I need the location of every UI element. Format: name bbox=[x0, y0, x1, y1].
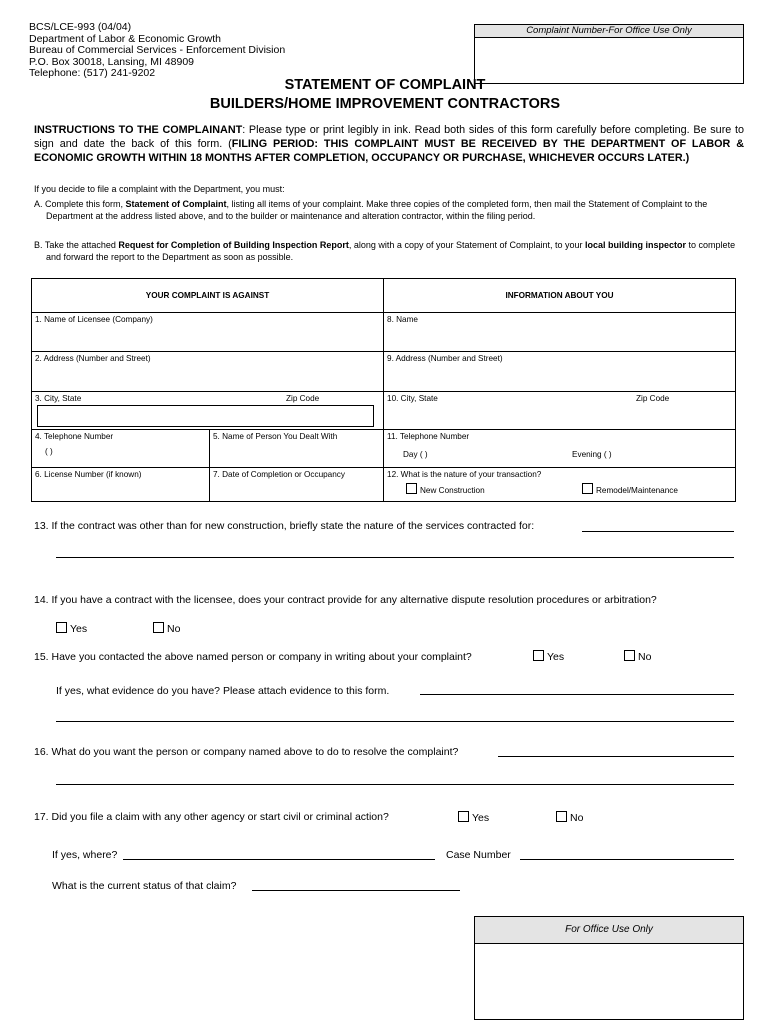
person-dealt-with-field[interactable] bbox=[210, 430, 384, 468]
your-name-label: 8. Name bbox=[387, 315, 418, 324]
remodel-checkbox[interactable] bbox=[582, 483, 593, 494]
q14-yes-label: Yes bbox=[70, 623, 88, 635]
q16-answer-line-2[interactable] bbox=[56, 784, 734, 785]
q17-yes-label: Yes bbox=[472, 812, 490, 824]
q14-no-checkbox[interactable] bbox=[153, 622, 164, 633]
form-subtitle: BUILDERS/HOME IMPROVEMENT CONTRACTORS bbox=[209, 96, 561, 112]
licensee-city-input-box[interactable] bbox=[37, 405, 374, 427]
complaint-number-label: Complaint Number-For Office Use Only bbox=[475, 25, 743, 38]
q13-answer-line-1[interactable] bbox=[582, 531, 734, 532]
instruction-b-bold2: local building inspector bbox=[585, 240, 687, 250]
transaction-nature-field bbox=[384, 468, 736, 502]
q16-answer-line-1[interactable] bbox=[498, 756, 734, 757]
question-15: 15. Have you contacted the above named person or company in writing about your complaint? bbox=[34, 651, 472, 663]
q15-no-label: No bbox=[638, 651, 652, 663]
q15-yes-label: Yes bbox=[547, 651, 565, 663]
licensee-city-label: 3. City, State bbox=[35, 394, 82, 403]
your-phone-field[interactable] bbox=[384, 430, 736, 468]
q17-no-label: No bbox=[570, 812, 584, 824]
q15-yes-checkbox[interactable] bbox=[533, 650, 544, 661]
question-14: 14. If you have a contract with the licensee, does your contract provide for any alternative dispute resolution procedures or arbitration? bbox=[34, 594, 657, 606]
telephone: Telephone: (517) 241-9202 bbox=[29, 67, 156, 80]
q15-answer-line-1[interactable] bbox=[420, 694, 734, 695]
office-use-box[interactable] bbox=[474, 916, 744, 1020]
q17-no-checkbox[interactable] bbox=[556, 811, 567, 822]
instructions-text: : Please type or print legibly in ink. Read both sides of this form carefully before completing. Be sure to sign and date the back of this form. ( bbox=[34, 124, 744, 150]
q14-no-label: No bbox=[167, 623, 181, 635]
completion-date-label: 7. Date of Completion or Occupancy bbox=[213, 470, 345, 479]
q15-no-checkbox[interactable] bbox=[624, 650, 635, 661]
your-address-label: 9. Address (Number and Street) bbox=[387, 354, 503, 363]
your-name-field[interactable] bbox=[384, 313, 736, 352]
form-id: BCS/LCE-993 (04/04) bbox=[29, 21, 132, 33]
form-title: STATEMENT OF COMPLAINT bbox=[284, 77, 486, 93]
licensee-name-label: 1. Name of Licensee (Company) bbox=[35, 315, 153, 324]
your-city-label: 10. City, State bbox=[387, 394, 438, 403]
q17-status-label: What is the current status of that claim? bbox=[52, 880, 237, 892]
licensee-phone-label: 4. Telephone Number bbox=[35, 432, 114, 441]
instructions bbox=[34, 123, 744, 165]
person-dealt-with-label: 5. Name of Person You Dealt With bbox=[213, 432, 338, 441]
instruction-b bbox=[34, 240, 736, 263]
licensee-address-field[interactable] bbox=[32, 352, 384, 392]
if-you-decide: If you decide to file a complaint with the Department, you must: bbox=[34, 184, 285, 194]
licensee-address-label: 2. Address (Number and Street) bbox=[35, 354, 151, 363]
office-use-label: For Office Use Only bbox=[475, 917, 743, 944]
q17-no-option[interactable] bbox=[556, 811, 583, 824]
your-city-field[interactable] bbox=[384, 392, 736, 430]
license-number-field[interactable] bbox=[32, 468, 210, 502]
q17-status-line[interactable] bbox=[252, 890, 460, 891]
question-16: 16. What do you want the person or company named above to do to resolve the complaint? bbox=[34, 746, 459, 758]
instruction-a-text2: , listing all items of your complaint. Make three copies of the completed form, then mail the Statement of Complaint to the Department at the address listed above, and to the builder or maintenance and alteration contractor, within the filing period. bbox=[46, 199, 708, 221]
instruction-b-text: B. Take the attached bbox=[34, 240, 119, 250]
instruction-a-bold: Statement of Complaint bbox=[125, 199, 227, 209]
remodel-label: Remodel/Maintenance bbox=[596, 486, 678, 495]
q15-no-option[interactable] bbox=[624, 650, 651, 663]
q14-yes-checkbox[interactable] bbox=[56, 622, 67, 633]
q17-yes-checkbox[interactable] bbox=[458, 811, 469, 822]
new-construction-label: New Construction bbox=[420, 486, 485, 495]
bureau-name: Bureau of Commercial Services - Enforcement Division bbox=[29, 44, 286, 57]
remodel-option[interactable] bbox=[582, 483, 678, 495]
instructions-lead: INSTRUCTIONS TO THE COMPLAINANT bbox=[34, 124, 243, 136]
agency-header bbox=[29, 22, 285, 80]
q17-case-label: Case Number bbox=[446, 849, 511, 861]
question-15-evidence: If yes, what evidence do you have? Please attach evidence to this form. bbox=[56, 685, 390, 697]
complaint-info-grid bbox=[31, 278, 736, 502]
license-number-label: 6. License Number (if known) bbox=[35, 470, 142, 479]
your-address-field[interactable] bbox=[384, 352, 736, 392]
complaint-number-box[interactable] bbox=[474, 24, 744, 84]
q13-answer-line-2[interactable] bbox=[56, 557, 734, 558]
q14-no-option[interactable] bbox=[153, 622, 180, 635]
q15-yes-option[interactable] bbox=[533, 650, 564, 663]
instruction-a-text: A. Complete this form, bbox=[34, 199, 126, 209]
licensee-city-field[interactable] bbox=[32, 392, 384, 430]
department-name: Department of Labor & Economic Growth bbox=[29, 32, 222, 45]
day-phone: Day ( ) bbox=[403, 450, 428, 459]
filing-period: FILING PERIOD: THIS COMPLAINT MUST BE RECEIVED BY THE DEPARTMENT OF LABOR & ECONOMIC GROWTH WITHIN 18 MONTHS AFTER COMPLETION, OCCUPANCY OR PURCHASE, WHICHEVER OCCURS LATER.) bbox=[34, 138, 744, 164]
instruction-a bbox=[34, 199, 726, 222]
q17-yes-option[interactable] bbox=[458, 811, 489, 824]
info-about-you-header: INFORMATION ABOUT YOU bbox=[384, 279, 736, 313]
q17-case-line[interactable] bbox=[520, 859, 734, 860]
licensee-area-code: ( ) bbox=[45, 447, 53, 456]
new-construction-checkbox[interactable] bbox=[406, 483, 417, 494]
complaint-against-header: YOUR COMPLAINT IS AGAINST bbox=[32, 279, 384, 313]
q17-where-line[interactable] bbox=[123, 859, 435, 860]
mailing-address: P.O. Box 30018, Lansing, MI 48909 bbox=[29, 55, 195, 68]
instruction-b-bold: Request for Completion of Building Inspection Report bbox=[118, 240, 349, 250]
q17-where-label: If yes, where? bbox=[52, 849, 118, 861]
instruction-b-text3: to complete and forward the report to the Department as soon as possible. bbox=[46, 240, 736, 262]
new-construction-option[interactable] bbox=[406, 483, 485, 495]
instruction-b-text2: , along with a copy of your Statement of Complaint, to your bbox=[348, 240, 586, 250]
licensee-phone-field[interactable] bbox=[32, 430, 210, 468]
evening-phone: Evening ( ) bbox=[572, 450, 612, 459]
question-13: 13. If the contract was other than for new construction, briefly state the nature of the services contracted for: bbox=[34, 520, 535, 532]
q15-answer-line-2[interactable] bbox=[56, 721, 734, 722]
completion-date-field[interactable] bbox=[210, 468, 384, 502]
question-17: 17. Did you file a claim with any other agency or start civil or criminal action? bbox=[34, 811, 389, 823]
transaction-nature-label: 12. What is the nature of your transaction? bbox=[387, 470, 542, 479]
licensee-name-field[interactable] bbox=[32, 313, 384, 352]
licensee-zip-label: Zip Code bbox=[286, 394, 320, 403]
your-zip-label: Zip Code bbox=[636, 394, 670, 403]
q14-yes-option[interactable] bbox=[56, 622, 87, 635]
your-phone-label: 11. Telephone Number bbox=[387, 432, 470, 441]
